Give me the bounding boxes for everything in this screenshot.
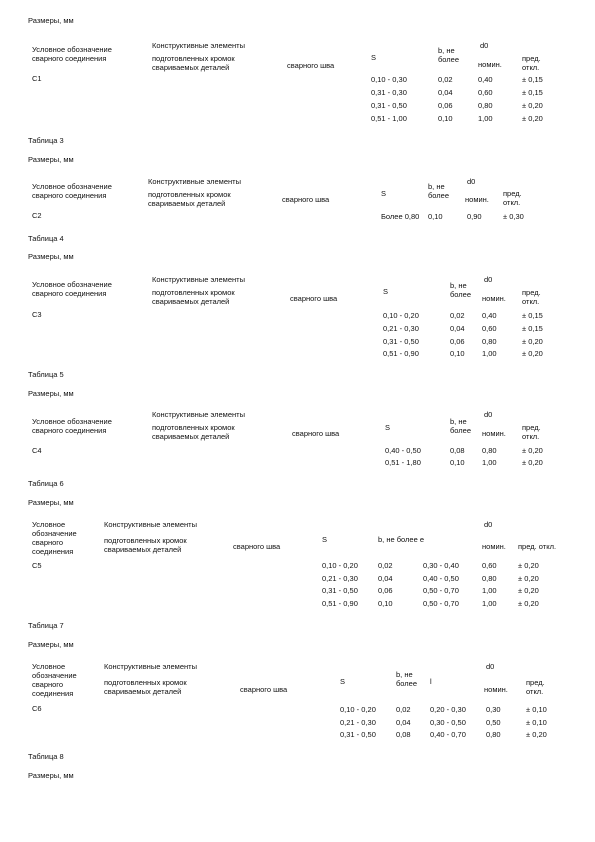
header-designation: Условное обозначение сварного соединения [32,45,112,63]
header-dev: пред. откл. [518,542,557,551]
units-label: Размеры, мм [28,640,74,649]
units-label: Размеры, мм [28,16,74,25]
cell-nom: 0,40 [482,311,497,320]
cell-b: 0,08 [450,446,465,455]
cell-b: 0,10 [378,599,393,608]
header-prepared-edges: подготовленных кромок свариваемых деталей [104,678,187,696]
cell-s: 0,10 - 0,20 [383,311,419,320]
header-elements: Конструктивные элементы [104,662,197,671]
header-d0: d0 [484,520,493,529]
cell-dev: ± 0,30 [503,212,524,221]
header-dev: пред. откл. [522,288,541,306]
cell-s: 0,31 - 0,50 [340,730,376,739]
header-l: l [430,677,432,686]
header-designation: Условное обозначение сварного соединения [32,280,112,298]
cell-s: 0,31 - 0,50 [383,337,419,346]
header-weld: сварного шва [290,294,338,303]
header-dev: пред. откл. [503,189,522,207]
cell-b: 0,10 [438,114,453,123]
header-nom: номин. [482,294,506,303]
cell-s: 0,10 - 0,20 [340,705,376,714]
weld-code: С2 [32,211,42,220]
header-s: S [322,535,328,544]
cell-nom: 0,60 [482,561,497,570]
header-prepared-edges: подготовленных кромок свариваемых деталей [148,190,231,208]
cell-s: 0,31 - 0,30 [371,88,407,97]
cell-e: 0,50 - 0,70 [423,599,459,608]
cell-dev: ± 0,15 [522,311,543,320]
header-dev: пред. откл. [522,423,541,441]
cell-l: 0,30 - 0,50 [430,718,466,727]
header-nom: номин. [465,195,489,204]
units-label: Размеры, мм [28,498,74,507]
header-elements: Конструктивные элементы [104,520,197,529]
header-d0: d0 [467,177,476,186]
table-caption: Таблица 4 [28,234,64,243]
weld-code: С1 [32,74,42,83]
cell-dev: ± 0,20 [526,730,547,739]
cell-b: 0,10 [450,349,465,358]
cell-nom: 1,00 [482,586,497,595]
cell-b: 0,10 [428,212,443,221]
cell-b: 0,06 [438,101,453,110]
cell-dev: ± 0,15 [522,324,543,333]
header-nom: номин. [478,60,502,69]
header-s: S [371,53,377,62]
cell-s: 0,51 - 0,90 [383,349,419,358]
header-d0: d0 [480,41,489,50]
cell-dev: ± 0,10 [526,705,547,714]
cell-s: 0,31 - 0,50 [371,101,407,110]
header-prepared-edges: подготовленных кромок свариваемых деталей [104,536,187,554]
header-designation: Условное обозначение сварного соединения [32,520,77,556]
cell-b: 0,04 [450,324,465,333]
cell-nom: 0,40 [478,75,493,84]
header-dev: пред. откл. [526,678,545,696]
units-label: Размеры, мм [28,389,74,398]
table-caption: Таблица 8 [28,752,64,761]
cell-e: 0,30 - 0,40 [423,561,459,570]
weld-code: С4 [32,446,42,455]
cell-b: 0,04 [438,88,453,97]
cell-nom: 1,00 [482,599,497,608]
cell-dev: ± 0,15 [522,88,543,97]
cell-nom: 0,30 [486,705,501,714]
header-b: b, не более [450,417,472,435]
cell-dev: ± 0,20 [518,561,539,570]
header-dev: пред. откл. [522,54,541,72]
header-elements: Конструктивные элементы [148,177,241,186]
cell-s: 0,51 - 1,80 [385,458,421,467]
weld-code: С5 [32,561,42,570]
cell-s: 0,51 - 0,90 [322,599,358,608]
cell-b: 0,02 [378,561,393,570]
header-prepared-edges: подготовленных кромок свариваемых деталей [152,288,235,306]
cell-b: 0,02 [396,705,411,714]
table-caption: Таблица 7 [28,621,64,630]
header-designation: Условное обозначение сварного соединения [32,417,112,435]
header-prepared-edges: подготовленных кромок свариваемых деталей [152,423,235,441]
cell-dev: ± 0,20 [518,574,539,583]
cell-nom: 0,80 [482,337,497,346]
weld-code: С3 [32,310,42,319]
header-s: S [383,287,389,296]
cell-s: 0,10 - 0,20 [322,561,358,570]
cell-l: 0,40 - 0,70 [430,730,466,739]
cell-nom: 1,00 [482,349,497,358]
weld-code: С6 [32,704,42,713]
header-elements: Конструктивные элементы [152,410,245,419]
table-caption: Таблица 5 [28,370,64,379]
cell-dev: ± 0,20 [522,114,543,123]
cell-s: 0,21 - 0,30 [322,574,358,583]
header-b: b, не более [428,182,450,200]
cell-nom: 0,80 [486,730,501,739]
cell-b: 0,10 [450,458,465,467]
units-label: Размеры, мм [28,771,74,780]
cell-dev: ± 0,20 [518,599,539,608]
header-prepared-edges: подготовленных кромок свариваемых деталей [152,54,235,72]
cell-b: 0,06 [450,337,465,346]
header-weld: сварного шва [240,685,288,694]
header-b: b, не более [438,46,460,64]
header-elements: Конструктивные элементы [152,275,245,284]
cell-s: 0,21 - 0,30 [383,324,419,333]
header-elements: Конструктивные элементы [152,41,245,50]
header-nom: номин. [482,429,506,438]
cell-dev: ± 0,20 [522,458,543,467]
cell-b: 0,08 [396,730,411,739]
header-b: b, не более [396,670,418,688]
cell-nom: 0,60 [482,324,497,333]
cell-dev: ± 0,15 [522,75,543,84]
cell-s: 0,40 - 0,50 [385,446,421,455]
cell-s: 0,31 - 0,50 [322,586,358,595]
table-caption: Таблица 6 [28,479,64,488]
cell-b: 0,04 [378,574,393,583]
table-caption: Таблица 3 [28,136,64,145]
cell-b: 0,06 [378,586,393,595]
cell-b: 0,02 [438,75,453,84]
units-label: Размеры, мм [28,252,74,261]
header-s: S [381,189,387,198]
cell-nom: 0,90 [467,212,482,221]
header-weld: сварного шва [282,195,330,204]
cell-nom: 0,60 [478,88,493,97]
header-d0: d0 [484,410,493,419]
cell-s: 0,51 - 1,00 [371,114,407,123]
cell-e: 0,50 - 0,70 [423,586,459,595]
header-weld: сварного шва [292,429,340,438]
cell-b: 0,04 [396,718,411,727]
cell-dev: ± 0,10 [526,718,547,727]
header-d0: d0 [486,662,495,671]
cell-nom: 1,00 [482,458,497,467]
cell-nom: 0,80 [482,446,497,455]
header-s: S [340,677,346,686]
units-label: Размеры, мм [28,155,74,164]
header-nom: номин. [482,542,506,551]
header-designation: Условное обозначение сварного соединения [32,662,77,698]
cell-dev: ± 0,20 [522,337,543,346]
cell-e: 0,40 - 0,50 [423,574,459,583]
cell-s: 0,10 - 0,30 [371,75,407,84]
cell-dev: ± 0,20 [522,446,543,455]
header-designation: Условное обозначение сварного соединения [32,182,112,200]
header-b: b, не более [450,281,472,299]
cell-l: 0,20 - 0,30 [430,705,466,714]
cell-b: 0,02 [450,311,465,320]
cell-dev: ± 0,20 [522,101,543,110]
header-s: S [385,423,391,432]
header-nom: номин. [484,685,508,694]
cell-nom: 0,50 [486,718,501,727]
cell-dev: ± 0,20 [518,586,539,595]
header-b-e: b, не более e [378,535,425,544]
cell-s: 0,21 - 0,30 [340,718,376,727]
cell-s: Более 0,80 [381,212,420,221]
cell-nom: 1,00 [478,114,493,123]
header-d0: d0 [484,275,493,284]
cell-nom: 0,80 [482,574,497,583]
header-weld: сварного шва [233,542,281,551]
cell-dev: ± 0,20 [522,349,543,358]
header-weld: сварного шва [287,61,335,70]
cell-nom: 0,80 [478,101,493,110]
